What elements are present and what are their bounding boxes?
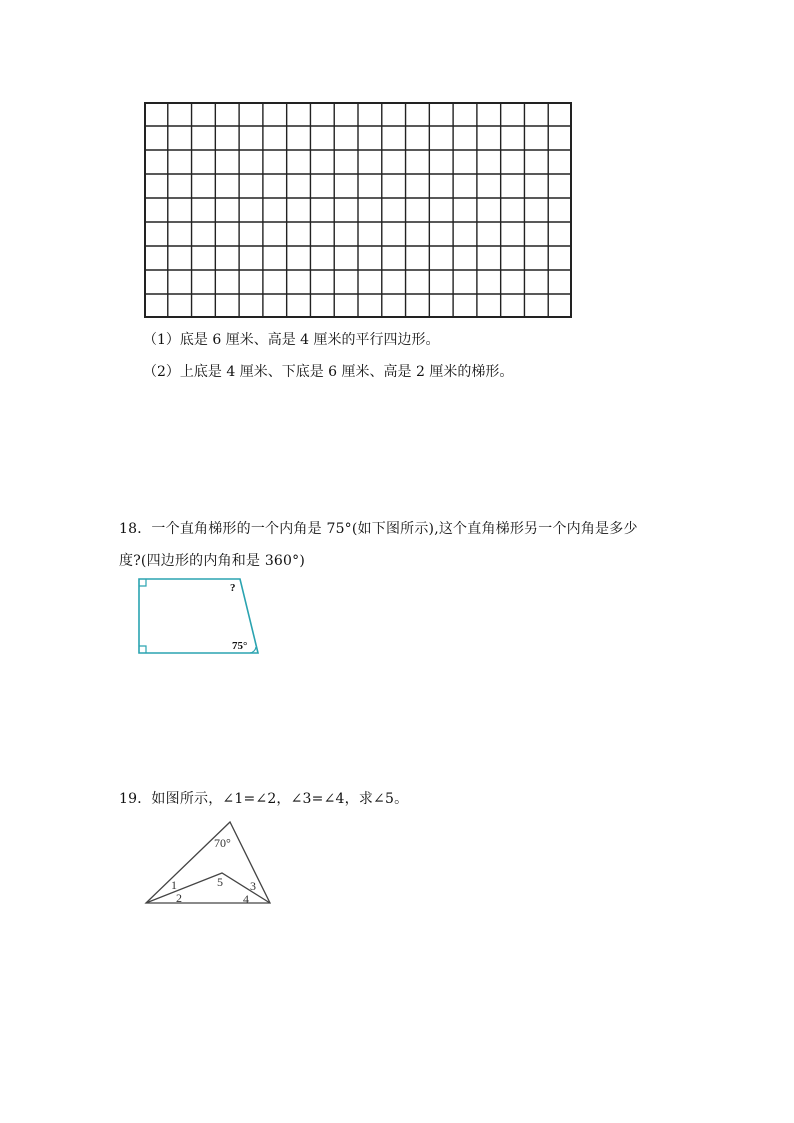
q19-triangle-figure <box>142 817 274 909</box>
angle-4-label: 4 <box>243 892 249 906</box>
angle-75-label: 75° <box>232 640 248 652</box>
unknown-angle-label: ? <box>230 582 236 594</box>
right-angle-mark-bottom <box>139 646 146 653</box>
angle-3-label: 3 <box>250 879 256 893</box>
q19-text-line-1: 19．如图所示，∠1=∠2，∠3=∠4，求∠5。 <box>119 791 409 807</box>
q17-item-1: （1）底是 6 厘米、高是 4 厘米的平行四边形。 <box>143 332 440 348</box>
q18-trapezoid-svg <box>134 574 264 658</box>
angle-5-label: 5 <box>217 875 223 889</box>
q17-item-2: （2）上底是 4 厘米、下底是 6 厘米、高是 2 厘米的梯形。 <box>143 364 514 380</box>
q18-text-line-2: 度?(四边形的内角和是 360°) <box>119 553 306 569</box>
angle-2-label: 2 <box>176 891 182 905</box>
apex-angle-label: 70° <box>214 836 231 850</box>
grid-lines <box>145 103 571 317</box>
q18-trapezoid-figure <box>134 574 264 658</box>
angle-arc-75 <box>250 647 256 653</box>
q18-text-line-1: 18．一个直角梯形的一个内角是 75°(如下图所示),这个直角梯形另一个内角是多少 <box>119 521 638 537</box>
q19-triangle-svg <box>142 817 274 909</box>
right-angle-mark-top <box>139 579 146 586</box>
grid-paper-svg <box>144 102 572 318</box>
grid-paper <box>144 102 572 318</box>
angle-1-label: 1 <box>171 878 177 892</box>
